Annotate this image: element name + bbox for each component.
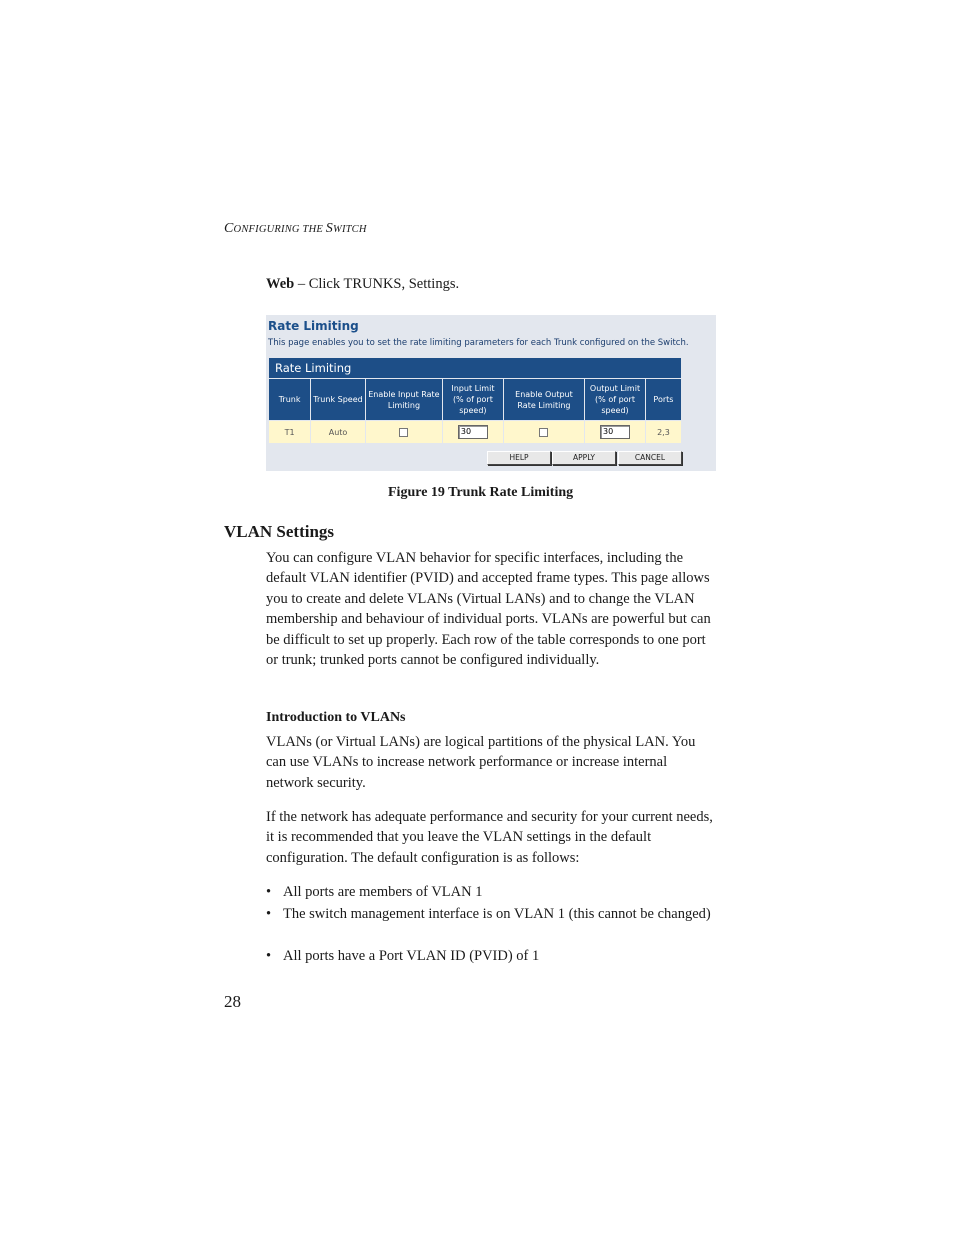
rate-limiting-table <box>268 357 682 444</box>
bullet-icon: • <box>266 948 272 964</box>
input-limit-field[interactable]: 30 <box>458 425 488 439</box>
page-number: 28 <box>224 992 241 1011</box>
page-description: This page enables you to set the rate limiting parameters for each Trunk configured on the Switch. <box>268 338 689 348</box>
col-header-trunk: Trunk <box>269 379 311 421</box>
bullet-icon: • <box>266 906 272 922</box>
figure-caption: Figure 19 Trunk Rate Limiting <box>388 485 574 500</box>
vlan-intro-paragraph: You can configure VLAN behavior for specific interfaces, including the default VLAN identifier (PVID) and accepted frame types. This page allows you to create and delete VLANs (Virtual LANs) and to change the VLAN membership and behaviour of individual ports. VLANs are powerful but can be difficult to set up properly. Each row of the table corresponds to one port or trunk; trunked ports cannot be configured individually. <box>266 550 711 669</box>
help-button[interactable]: HELP <box>487 451 551 465</box>
page-title: Rate Limiting <box>268 319 359 333</box>
cell-speed: Auto <box>311 421 366 444</box>
cell-trunk: T1 <box>269 421 311 444</box>
col-header-enable-output: Enable Output Rate Limiting <box>503 379 584 421</box>
output-rate-limit-checkbox[interactable] <box>539 428 548 437</box>
cell-enable-output <box>503 421 584 444</box>
cell-input-limit <box>443 421 504 444</box>
cell-ports: 2,3 <box>645 421 681 444</box>
col-header-ports: Ports <box>645 379 681 421</box>
cell-enable-input <box>365 421 442 444</box>
section-title: VLAN Settings <box>224 522 335 541</box>
col-header-input-limit: Input Limit (% of port speed) <box>443 379 504 421</box>
input-rate-limit-checkbox[interactable] <box>399 428 408 437</box>
running-header: CONFIGURING THE SWITCH <box>224 221 367 236</box>
cell-output-limit <box>585 421 646 444</box>
instruction-web-label: Web <box>266 276 295 292</box>
list-item: • The switch management interface is on VLAN 1 (this cannot be changed) <box>266 904 716 924</box>
output-limit-field[interactable]: 30 <box>600 425 630 439</box>
table-row <box>269 421 682 444</box>
subsection-title: Introduction to VLANs <box>266 710 406 725</box>
instruction-line <box>266 276 459 293</box>
bullet-icon: • <box>266 884 272 900</box>
list-item: • All ports are members of VLAN 1 <box>266 882 716 902</box>
cancel-button[interactable]: CANCEL <box>618 451 682 465</box>
list-item: • All ports have a Port VLAN ID (PVID) of 1 <box>266 946 716 966</box>
col-header-trunk-speed: Trunk Speed <box>311 379 366 421</box>
col-header-enable-input: Enable Input Rate Limiting <box>365 379 442 421</box>
vlan-definition-paragraph: VLANs (or Virtual LANs) are logical partitions of the physical LAN. You can use VLANs to increase network performance or increase internal network security. <box>266 734 696 791</box>
default-config-paragraph: If the network has adequate performance and security for your current needs, it is recommended that you leave the VLAN settings in the default configuration. The default configuration is as follows: <box>266 809 713 866</box>
apply-button[interactable]: APPLY <box>552 451 616 465</box>
col-header-output-limit: Output Limit (% of port speed) <box>585 379 646 421</box>
rate-limiting-screenshot <box>266 315 716 471</box>
table-title: Rate Limiting <box>269 358 682 379</box>
instruction-text: – Click TRUNKS, Settings. <box>294 276 460 292</box>
